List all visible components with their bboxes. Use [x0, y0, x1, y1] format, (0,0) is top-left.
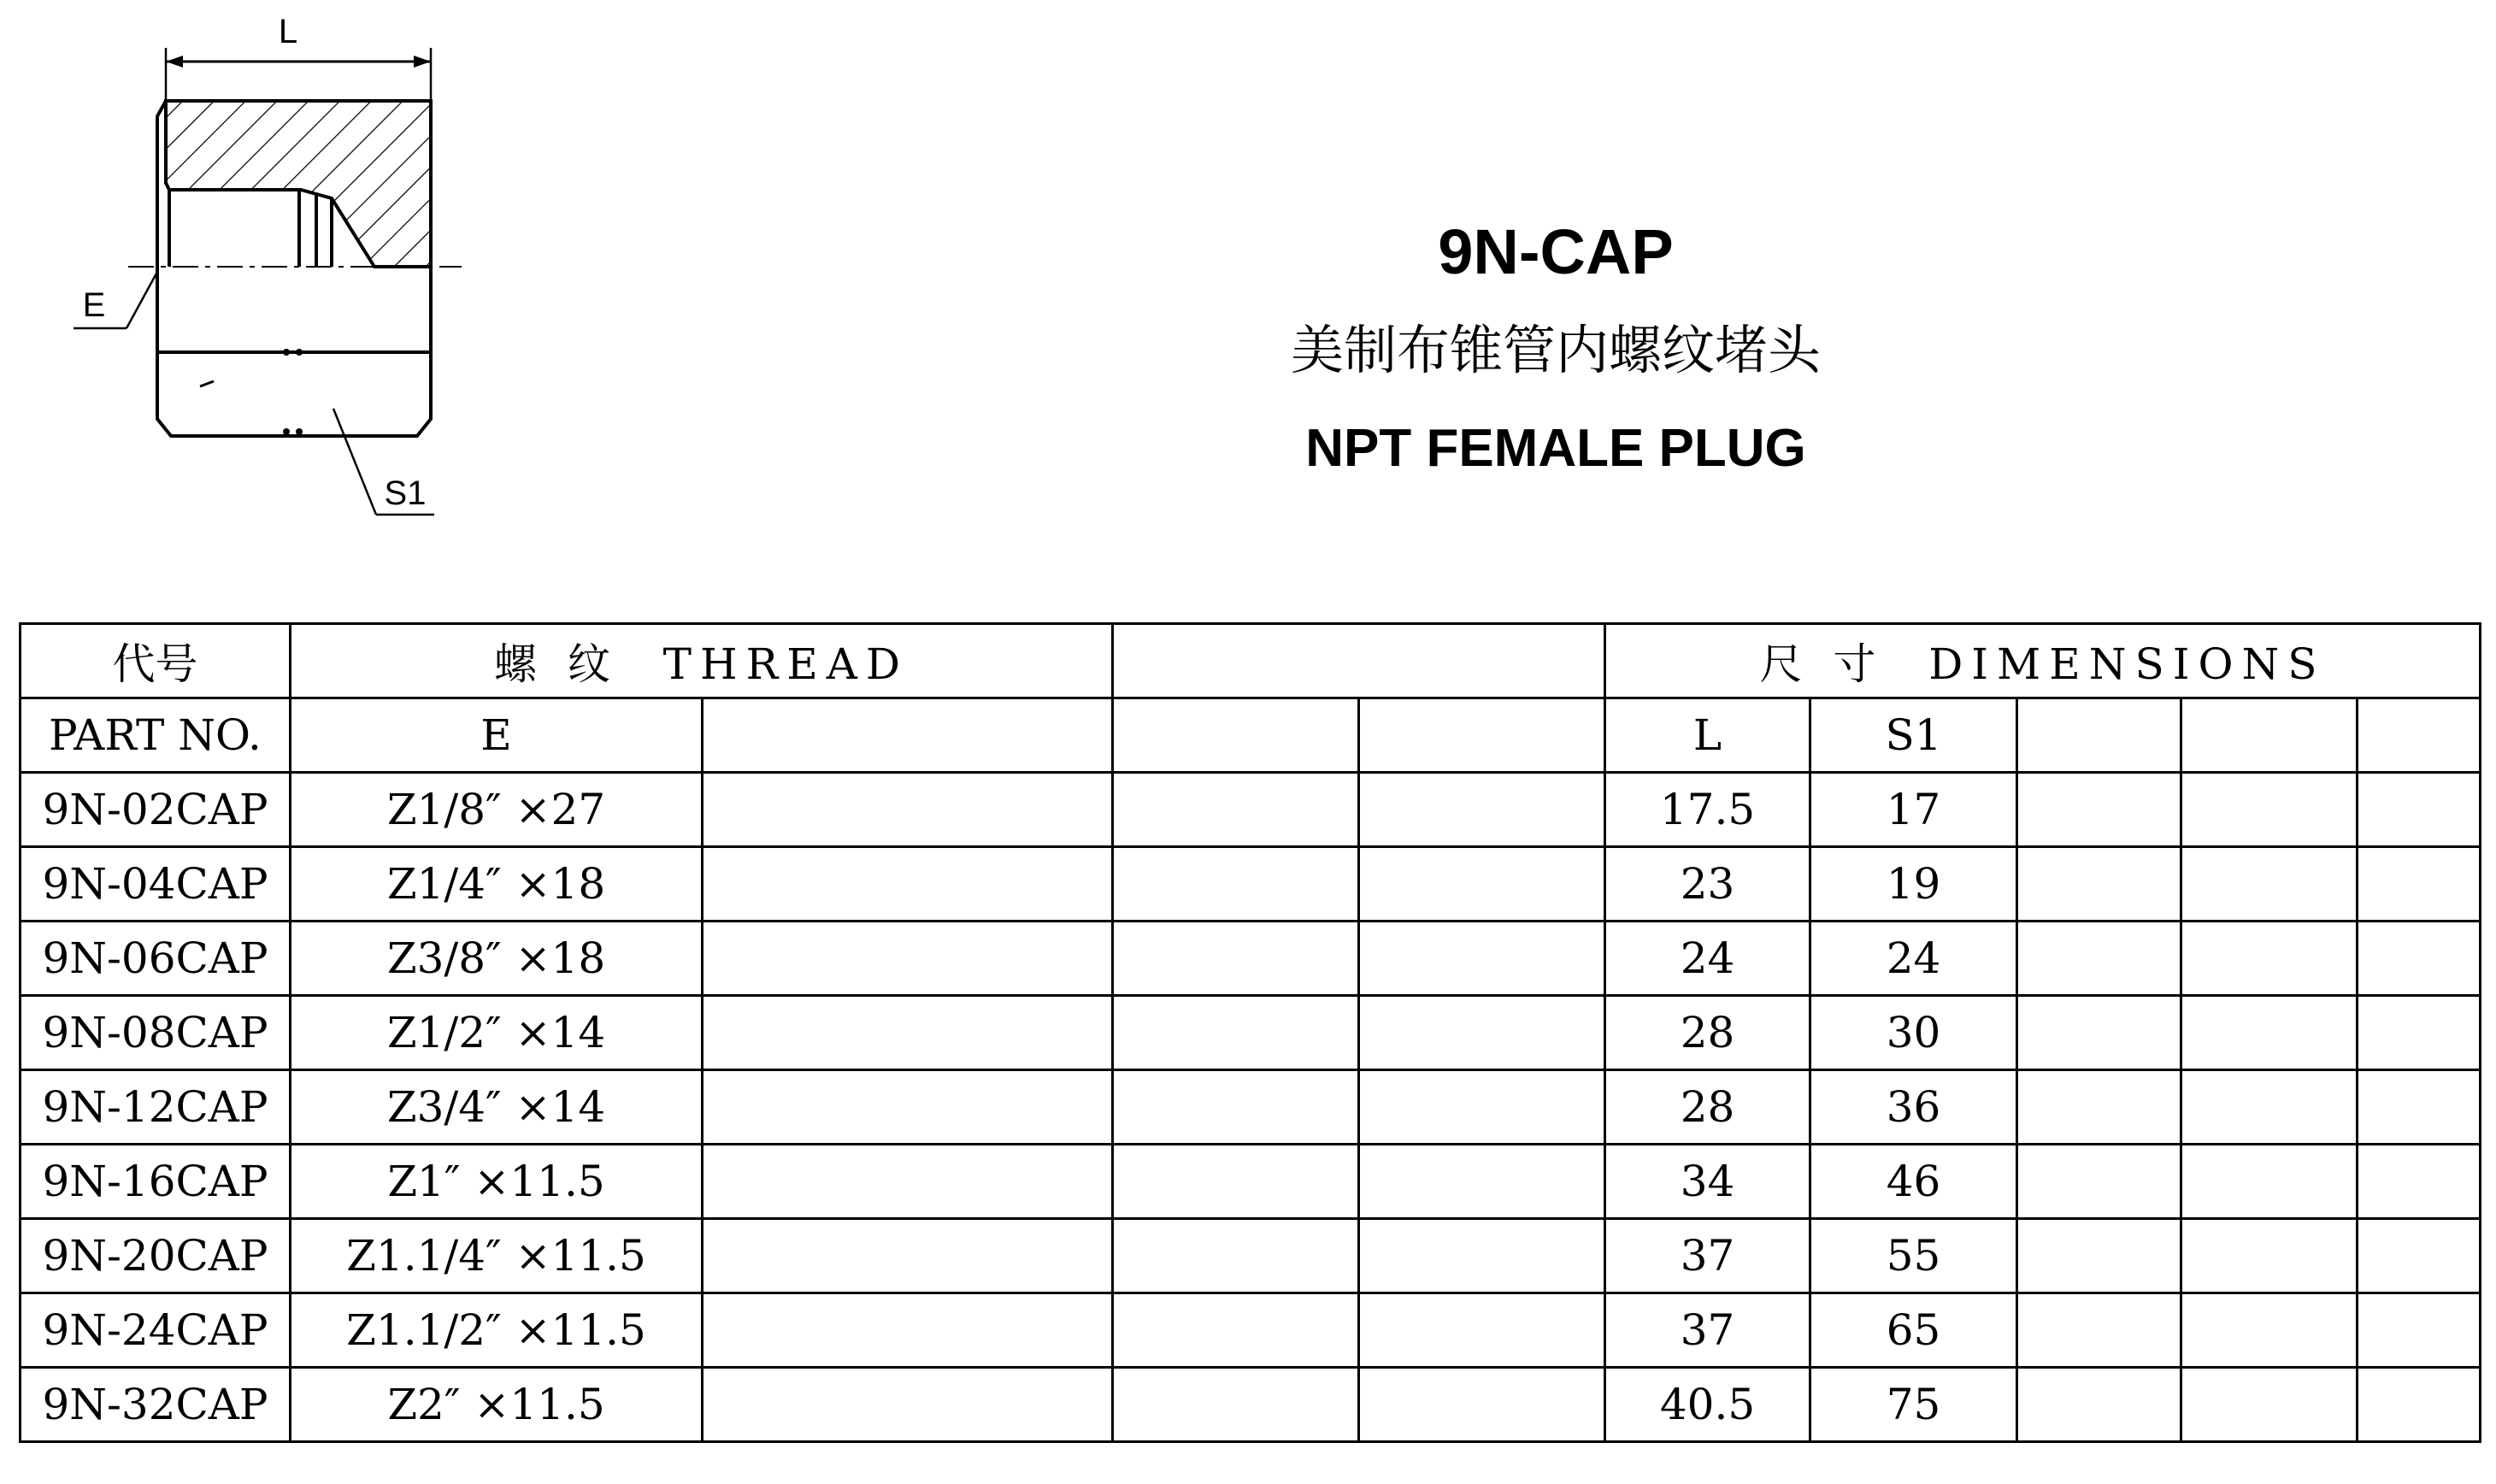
cell-thread-e: Z3/8″ ×18 — [291, 922, 703, 996]
header-dimensions: 尺 寸 DIMENSIONS — [1605, 624, 2481, 698]
empty-cell — [2181, 922, 2358, 996]
empty-cell — [2017, 1070, 2181, 1145]
label-s1: S1 — [384, 474, 427, 512]
empty-cell — [2181, 1070, 2358, 1145]
cell-s1: 65 — [1810, 1293, 2017, 1368]
cell-l: 23 — [1605, 847, 1810, 922]
hex-mark — [296, 349, 303, 356]
empty-cell — [2017, 773, 2181, 847]
empty-cell — [2017, 1219, 2181, 1293]
header-l: L — [1605, 698, 1810, 773]
cell-l: 40.5 — [1605, 1368, 1810, 1442]
empty-cell — [2358, 1145, 2481, 1219]
cell-s1: 24 — [1810, 922, 2017, 996]
cell-l: 37 — [1605, 1219, 1810, 1293]
empty-cell — [1359, 1219, 1605, 1293]
cell-thread-e: Z3/4″ ×14 — [291, 1070, 703, 1145]
empty-cell — [2358, 1219, 2481, 1293]
empty-cell — [1113, 1145, 1359, 1219]
cell-part-no: 9N-32CAP — [21, 1368, 291, 1442]
cell-thread-e: Z1/8″ ×27 — [291, 773, 703, 847]
empty-cell — [2181, 996, 2358, 1070]
cell-part-no: 9N-08CAP — [21, 996, 291, 1070]
empty-cell — [2181, 1145, 2358, 1219]
cell-l: 28 — [1605, 1070, 1810, 1145]
table-row — [21, 1070, 2481, 1145]
cell-part-no: 9N-20CAP — [21, 1219, 291, 1293]
cell-l: 24 — [1605, 922, 1810, 996]
cell-part-no: 9N-16CAP — [21, 1145, 291, 1219]
empty-cell — [1359, 996, 1605, 1070]
empty-cell — [2181, 1219, 2358, 1293]
empty-cell — [2017, 847, 2181, 922]
table-row — [21, 1368, 2481, 1442]
product-code-title: 9N-CAP — [1438, 216, 1674, 287]
hex-mark — [283, 428, 290, 435]
empty-cell — [703, 1070, 1113, 1145]
empty-cell — [703, 847, 1113, 922]
table-row — [21, 773, 2481, 847]
empty-cell — [1113, 1293, 1359, 1368]
header-row-2 — [21, 698, 2481, 773]
empty-cell — [1113, 1070, 1359, 1145]
specification-table — [19, 622, 2481, 1443]
cell-part-no: 9N-24CAP — [21, 1293, 291, 1368]
header-thread: 螺 纹 THREAD — [291, 624, 1113, 698]
empty-cell — [1113, 922, 1359, 996]
empty-cell — [2181, 847, 2358, 922]
empty-cell — [1359, 1293, 1605, 1368]
product-name-english: NPT FEMALE PLUG — [1305, 419, 1806, 478]
empty-cell — [2181, 1368, 2358, 1442]
header-part-en: PART NO. — [21, 698, 291, 773]
cell-part-no: 9N-12CAP — [21, 1070, 291, 1145]
empty-cell — [2017, 1368, 2181, 1442]
empty-cell — [2358, 996, 2481, 1070]
cell-thread-e: Z1.1/2″ ×11.5 — [291, 1293, 703, 1368]
empty-cell — [2181, 698, 2358, 773]
cell-thread-e: Z1″ ×11.5 — [291, 1145, 703, 1219]
cell-s1: 46 — [1810, 1145, 2017, 1219]
empty-cell — [2181, 773, 2358, 847]
cell-l: 37 — [1605, 1293, 1810, 1368]
empty-cell — [1113, 847, 1359, 922]
empty-cell — [1113, 996, 1359, 1070]
cell-l: 34 — [1605, 1145, 1810, 1219]
empty-cell — [2017, 996, 2181, 1070]
cell-thread-e: Z1.1/4″ ×11.5 — [291, 1219, 703, 1293]
header-s1: S1 — [1810, 698, 2017, 773]
empty-cell — [2358, 1368, 2481, 1442]
header-empty — [1113, 624, 1605, 698]
cell-thread-e: Z2″ ×11.5 — [291, 1368, 703, 1442]
header-part-cn: 代号 — [21, 624, 291, 698]
empty-cell — [2017, 1293, 2181, 1368]
dimension-arrow-left — [166, 56, 183, 68]
empty-cell — [2017, 922, 2181, 996]
empty-cell — [1359, 1368, 1605, 1442]
empty-cell — [703, 922, 1113, 996]
cell-part-no: 9N-02CAP — [21, 773, 291, 847]
title-block — [1145, 205, 1966, 496]
empty-cell — [2358, 1070, 2481, 1145]
empty-cell — [1113, 698, 1359, 773]
cell-part-no: 9N-06CAP — [21, 922, 291, 996]
empty-cell — [1359, 1070, 1605, 1145]
empty-cell — [1359, 922, 1605, 996]
empty-cell — [703, 698, 1113, 773]
hex-mark — [283, 349, 290, 356]
cell-s1: 19 — [1810, 847, 2017, 922]
cell-part-no: 9N-04CAP — [21, 847, 291, 922]
table-row — [21, 1145, 2481, 1219]
table-row — [21, 1293, 2481, 1368]
empty-cell — [703, 1293, 1113, 1368]
empty-cell — [703, 1145, 1113, 1219]
cell-s1: 55 — [1810, 1219, 2017, 1293]
empty-cell — [1113, 1219, 1359, 1293]
table-row — [21, 922, 2481, 996]
hex-mark — [200, 381, 214, 386]
empty-cell — [2358, 1293, 2481, 1368]
empty-cell — [2358, 773, 2481, 847]
empty-cell — [2017, 698, 2181, 773]
empty-cell — [703, 996, 1113, 1070]
empty-cell — [1359, 773, 1605, 847]
table-row — [21, 847, 2481, 922]
table-row — [21, 996, 2481, 1070]
empty-cell — [2181, 1293, 2358, 1368]
empty-cell — [1359, 1145, 1605, 1219]
empty-cell — [703, 1219, 1113, 1293]
empty-cell — [2017, 1145, 2181, 1219]
header-row-1 — [21, 624, 2481, 698]
empty-cell — [2358, 847, 2481, 922]
product-name-chinese: 美制布锥管内螺纹堵头 — [1290, 319, 1821, 381]
leader-s1 — [333, 409, 376, 515]
empty-cell — [2358, 698, 2481, 773]
empty-cell — [1359, 698, 1605, 773]
cap-technical-drawing — [0, 0, 479, 547]
label-e: E — [82, 286, 106, 324]
cell-s1: 36 — [1810, 1070, 2017, 1145]
cell-l: 28 — [1605, 996, 1810, 1070]
dimension-arrow-right — [414, 56, 431, 68]
cell-thread-e: Z1/4″ ×18 — [291, 847, 703, 922]
empty-cell — [1359, 847, 1605, 922]
leader-e — [127, 272, 157, 328]
empty-cell — [703, 1368, 1113, 1442]
cell-s1: 17 — [1810, 773, 2017, 847]
cell-l: 17.5 — [1605, 773, 1810, 847]
empty-cell — [2358, 922, 2481, 996]
table-row — [21, 1219, 2481, 1293]
cell-s1: 30 — [1810, 996, 2017, 1070]
header-e: E — [291, 698, 703, 773]
empty-cell — [1113, 1368, 1359, 1442]
empty-cell — [1113, 773, 1359, 847]
cell-s1: 75 — [1810, 1368, 2017, 1442]
label-l: L — [278, 13, 298, 50]
empty-cell — [703, 773, 1113, 847]
cell-thread-e: Z1/2″ ×14 — [291, 996, 703, 1070]
hex-mark — [296, 428, 303, 435]
